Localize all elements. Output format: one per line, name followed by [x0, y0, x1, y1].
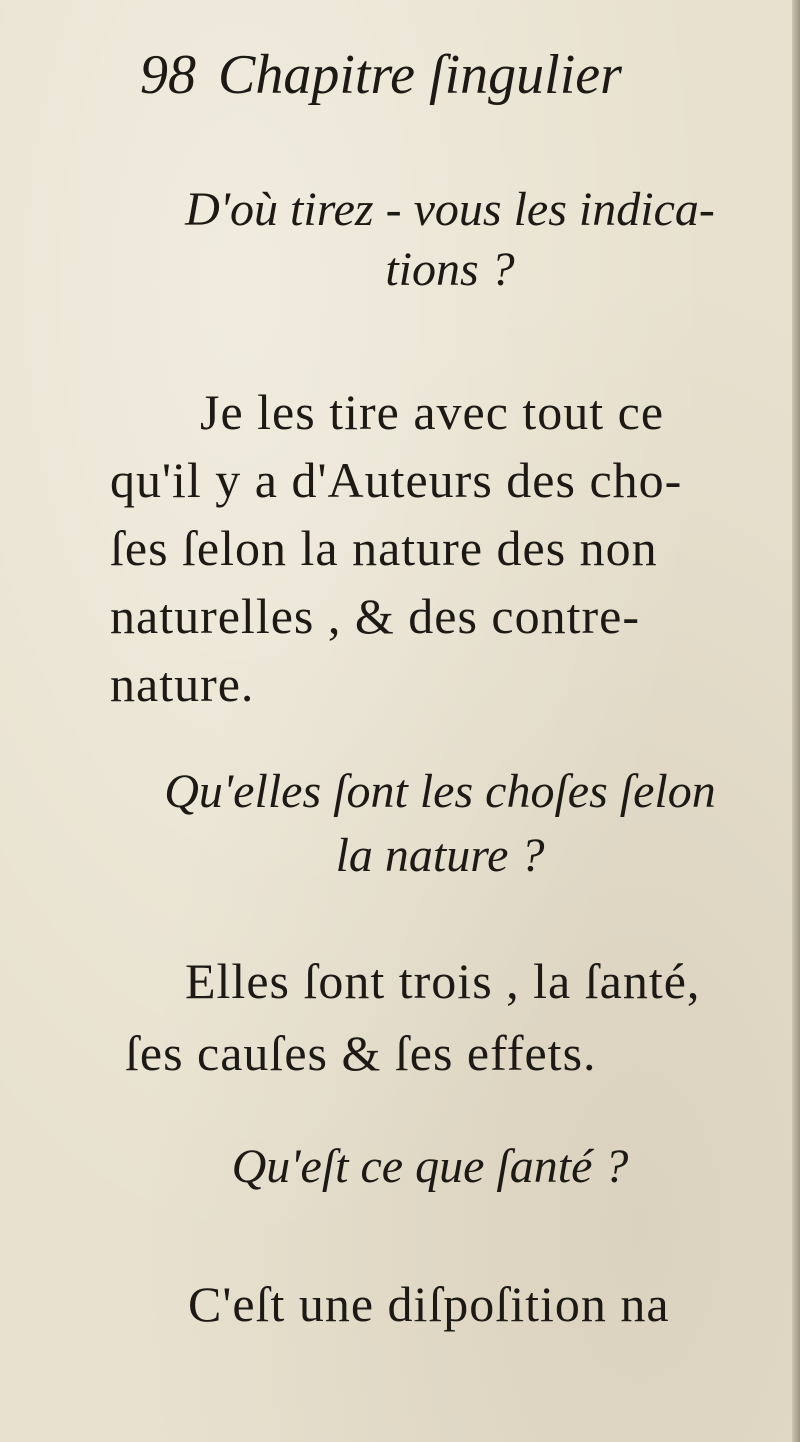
answer-line: ſes cauſes & ſes effets.	[125, 1025, 597, 1081]
answer-2	[125, 945, 700, 1089]
answer-line: qu'il y a d'Auteurs des cho-	[110, 452, 683, 508]
question-1	[130, 180, 770, 300]
answer-line: Je les tire avec tout ce	[200, 384, 665, 440]
question-2	[100, 760, 780, 888]
answer-line: Elles ſont trois , la ſanté,	[185, 953, 701, 1009]
answer-line: naturelles , & des contre-	[110, 588, 640, 644]
question-line: tions ?	[385, 243, 515, 296]
answer-1	[110, 378, 682, 718]
answer-line: nature.	[110, 656, 255, 712]
page-header	[140, 40, 622, 110]
running-title: Chapitre ſingulier	[218, 44, 622, 106]
question-line: Qu'eſt ce que ſanté ?	[231, 1140, 629, 1193]
question-line: Qu'elles ſont les choſes ſelon	[164, 765, 716, 818]
answer-line: ſes ſelon la nature des non	[110, 520, 658, 576]
page-number: 98	[140, 44, 196, 106]
question-line: la nature ?	[335, 829, 545, 882]
question-3	[130, 1135, 730, 1199]
question-line: D'où tirez - vous les indica-	[185, 183, 715, 236]
answer-line: C'eſt une diſpoſition na	[188, 1276, 670, 1332]
page-edge	[792, 0, 800, 1442]
answer-3	[188, 1270, 670, 1338]
